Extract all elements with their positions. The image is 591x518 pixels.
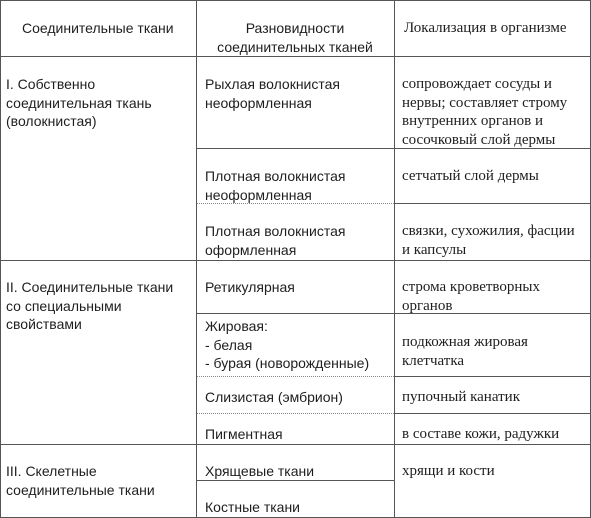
variety-cell: Плотная волокнистая неоформленная bbox=[205, 168, 346, 203]
group-name: II. Соединительные ткани со специальными свойствами bbox=[6, 279, 174, 332]
location-cell: сопровождает сосуды и нервы; составляет строму внутренних органов и сосочковый слой дермы bbox=[402, 76, 568, 148]
header-varieties: Разновидности соединительных тканей bbox=[217, 20, 373, 55]
group-name: I. Собственно соединительная ткань (волокнистая) bbox=[6, 76, 152, 129]
location-cell: связки, сухожилия, фасции и капсулы bbox=[402, 223, 575, 258]
location-cell: пупочный канатик bbox=[402, 389, 520, 405]
header-location: Локализация в организме bbox=[404, 20, 567, 36]
location-cell: в составе кожи, радужки bbox=[402, 426, 560, 442]
variety-cell: Пигментная bbox=[205, 426, 283, 442]
variety-cell: Жировая: - белая - бурая (новорожденные) bbox=[205, 318, 370, 371]
group-name: III. Скелетные соединительные ткани bbox=[6, 463, 155, 498]
variety-cell: Хрящевые ткани bbox=[205, 463, 315, 479]
location-cell: хрящи и кости bbox=[402, 463, 495, 479]
variety-cell: Костные ткани bbox=[205, 499, 301, 515]
location-cell: строма кроветворных органов bbox=[402, 279, 540, 314]
header-tissue-type: Соединительные ткани bbox=[22, 20, 174, 36]
variety-cell: Ретикулярная bbox=[205, 279, 295, 295]
variety-cell: Плотная волокнистая оформленная bbox=[205, 223, 346, 258]
variety-cell: Рыхлая волокнистая неоформленная bbox=[205, 76, 340, 111]
location-cell: подкожная жировая клетчатка bbox=[402, 334, 528, 369]
variety-cell: Слизистая (эмбрион) bbox=[205, 389, 343, 405]
location-cell: сетчатый слой дермы bbox=[402, 168, 539, 184]
